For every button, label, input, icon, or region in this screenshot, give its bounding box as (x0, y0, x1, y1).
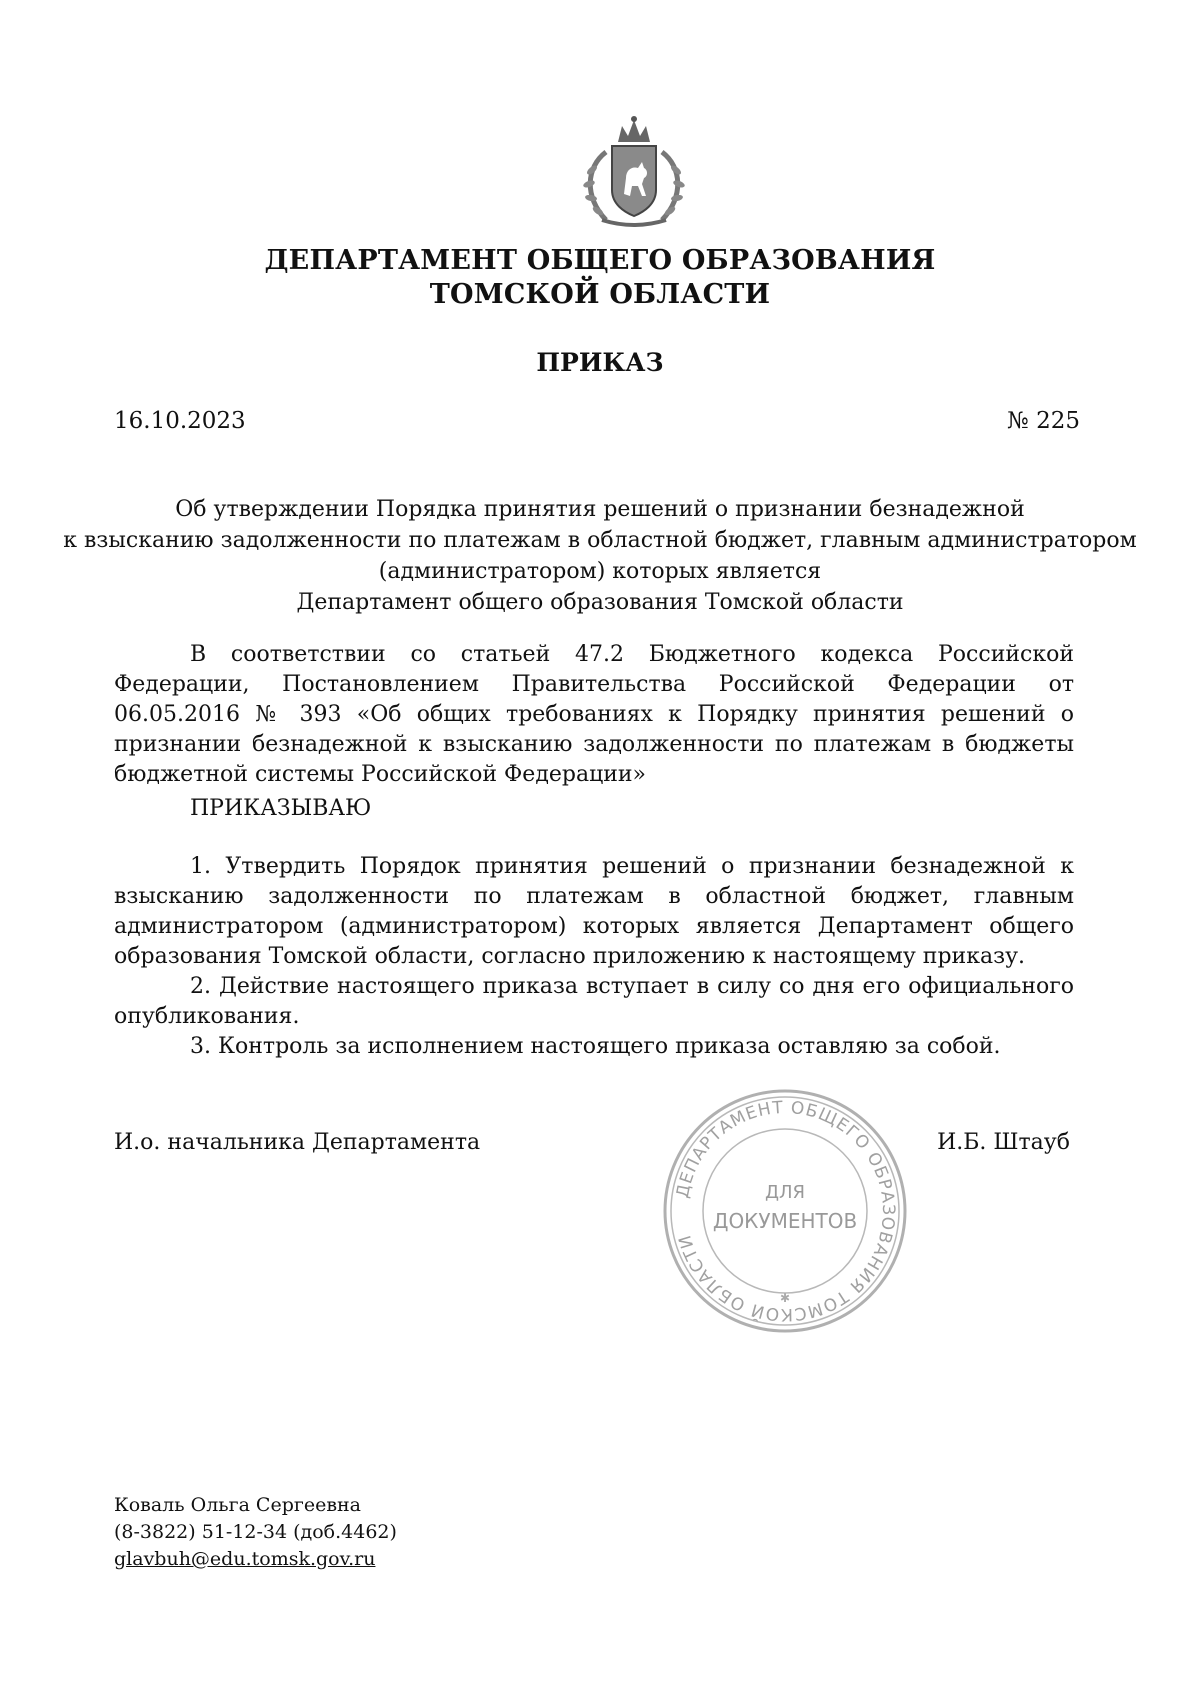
coat-of-arms-icon (576, 112, 692, 230)
signatory-position: И.о. начальника Департамента (114, 1130, 481, 1155)
svg-text:✱: ✱ (779, 1291, 791, 1305)
subject-line2: к взысканию задолженности по платежам в областной бюджет, главным администратором (63, 528, 1137, 553)
stamp-center-line1: ДЛЯ (764, 1182, 806, 1203)
department-name-line1: ДЕПАРТАМЕНТ ОБЩЕГО ОБРАЗОВАНИЯ (264, 245, 936, 276)
signatory-name: И.Б. Штауб (937, 1130, 1070, 1155)
contact-phone: (8-3822) 51-12-34 (доб.4462) (114, 1521, 397, 1543)
order-word: ПРИКАЗЫВАЮ (190, 796, 372, 821)
department-name-line2: ТОМСКОЙ ОБЛАСТИ (429, 279, 771, 310)
document-type: ПРИКАЗ (536, 348, 664, 377)
contact-block (114, 1492, 397, 1573)
subject-line1: Об утверждении Порядка принятия решений о признании безнадежной (175, 497, 1025, 522)
department-name (0, 244, 1200, 312)
document-subject (0, 494, 1200, 618)
subject-line3: (администратором) которых является (378, 559, 822, 584)
order-item-2: 2. Действие настоящего приказа вступает в силу со дня его официального опубликования. (114, 974, 1074, 1029)
order-item-3: 3. Контроль за исполнением настоящего приказа оставляю за собой. (190, 1034, 1001, 1059)
subject-line4: Департамент общего образования Томской области (296, 590, 904, 615)
official-stamp (660, 1086, 910, 1336)
order-item-1: 1. Утвердить Порядок принятия решений о признании безнадежной к взысканию задолженности по платежам в областной бюджет, главным администратором (администратором) которых является Департамент общего образования Томской области, согласно приложению к настоящему приказу. (114, 854, 1074, 969)
contact-name: Коваль Ольга Сергеевна (114, 1494, 362, 1516)
preamble-paragraph: В соответствии со статьей 47.2 Бюджетного кодекса Российской Федерации, Постановлением Правительства Российской Федерации от 06.05.2016 № 393 «Об общих требованиях к Порядку принятия решений о признании безнадежной к взысканию задолженности по платежам в бюджеты бюджетной системы Российской Федерации» (114, 642, 1074, 787)
stamp-ring-text: ДЕПАРТАМЕНТ ОБЩЕГО ОБРАЗОВАНИЯ ТОМСКОЙ ОБЛАСТИ (672, 1097, 899, 1325)
document-date: 16.10.2023 (114, 408, 246, 434)
contact-email-link[interactable]: glavbuh@edu.tomsk.gov.ru (114, 1548, 376, 1570)
document-number: № 225 (1007, 408, 1080, 434)
stamp-center-line2: ДОКУМЕНТОВ (712, 1209, 858, 1233)
